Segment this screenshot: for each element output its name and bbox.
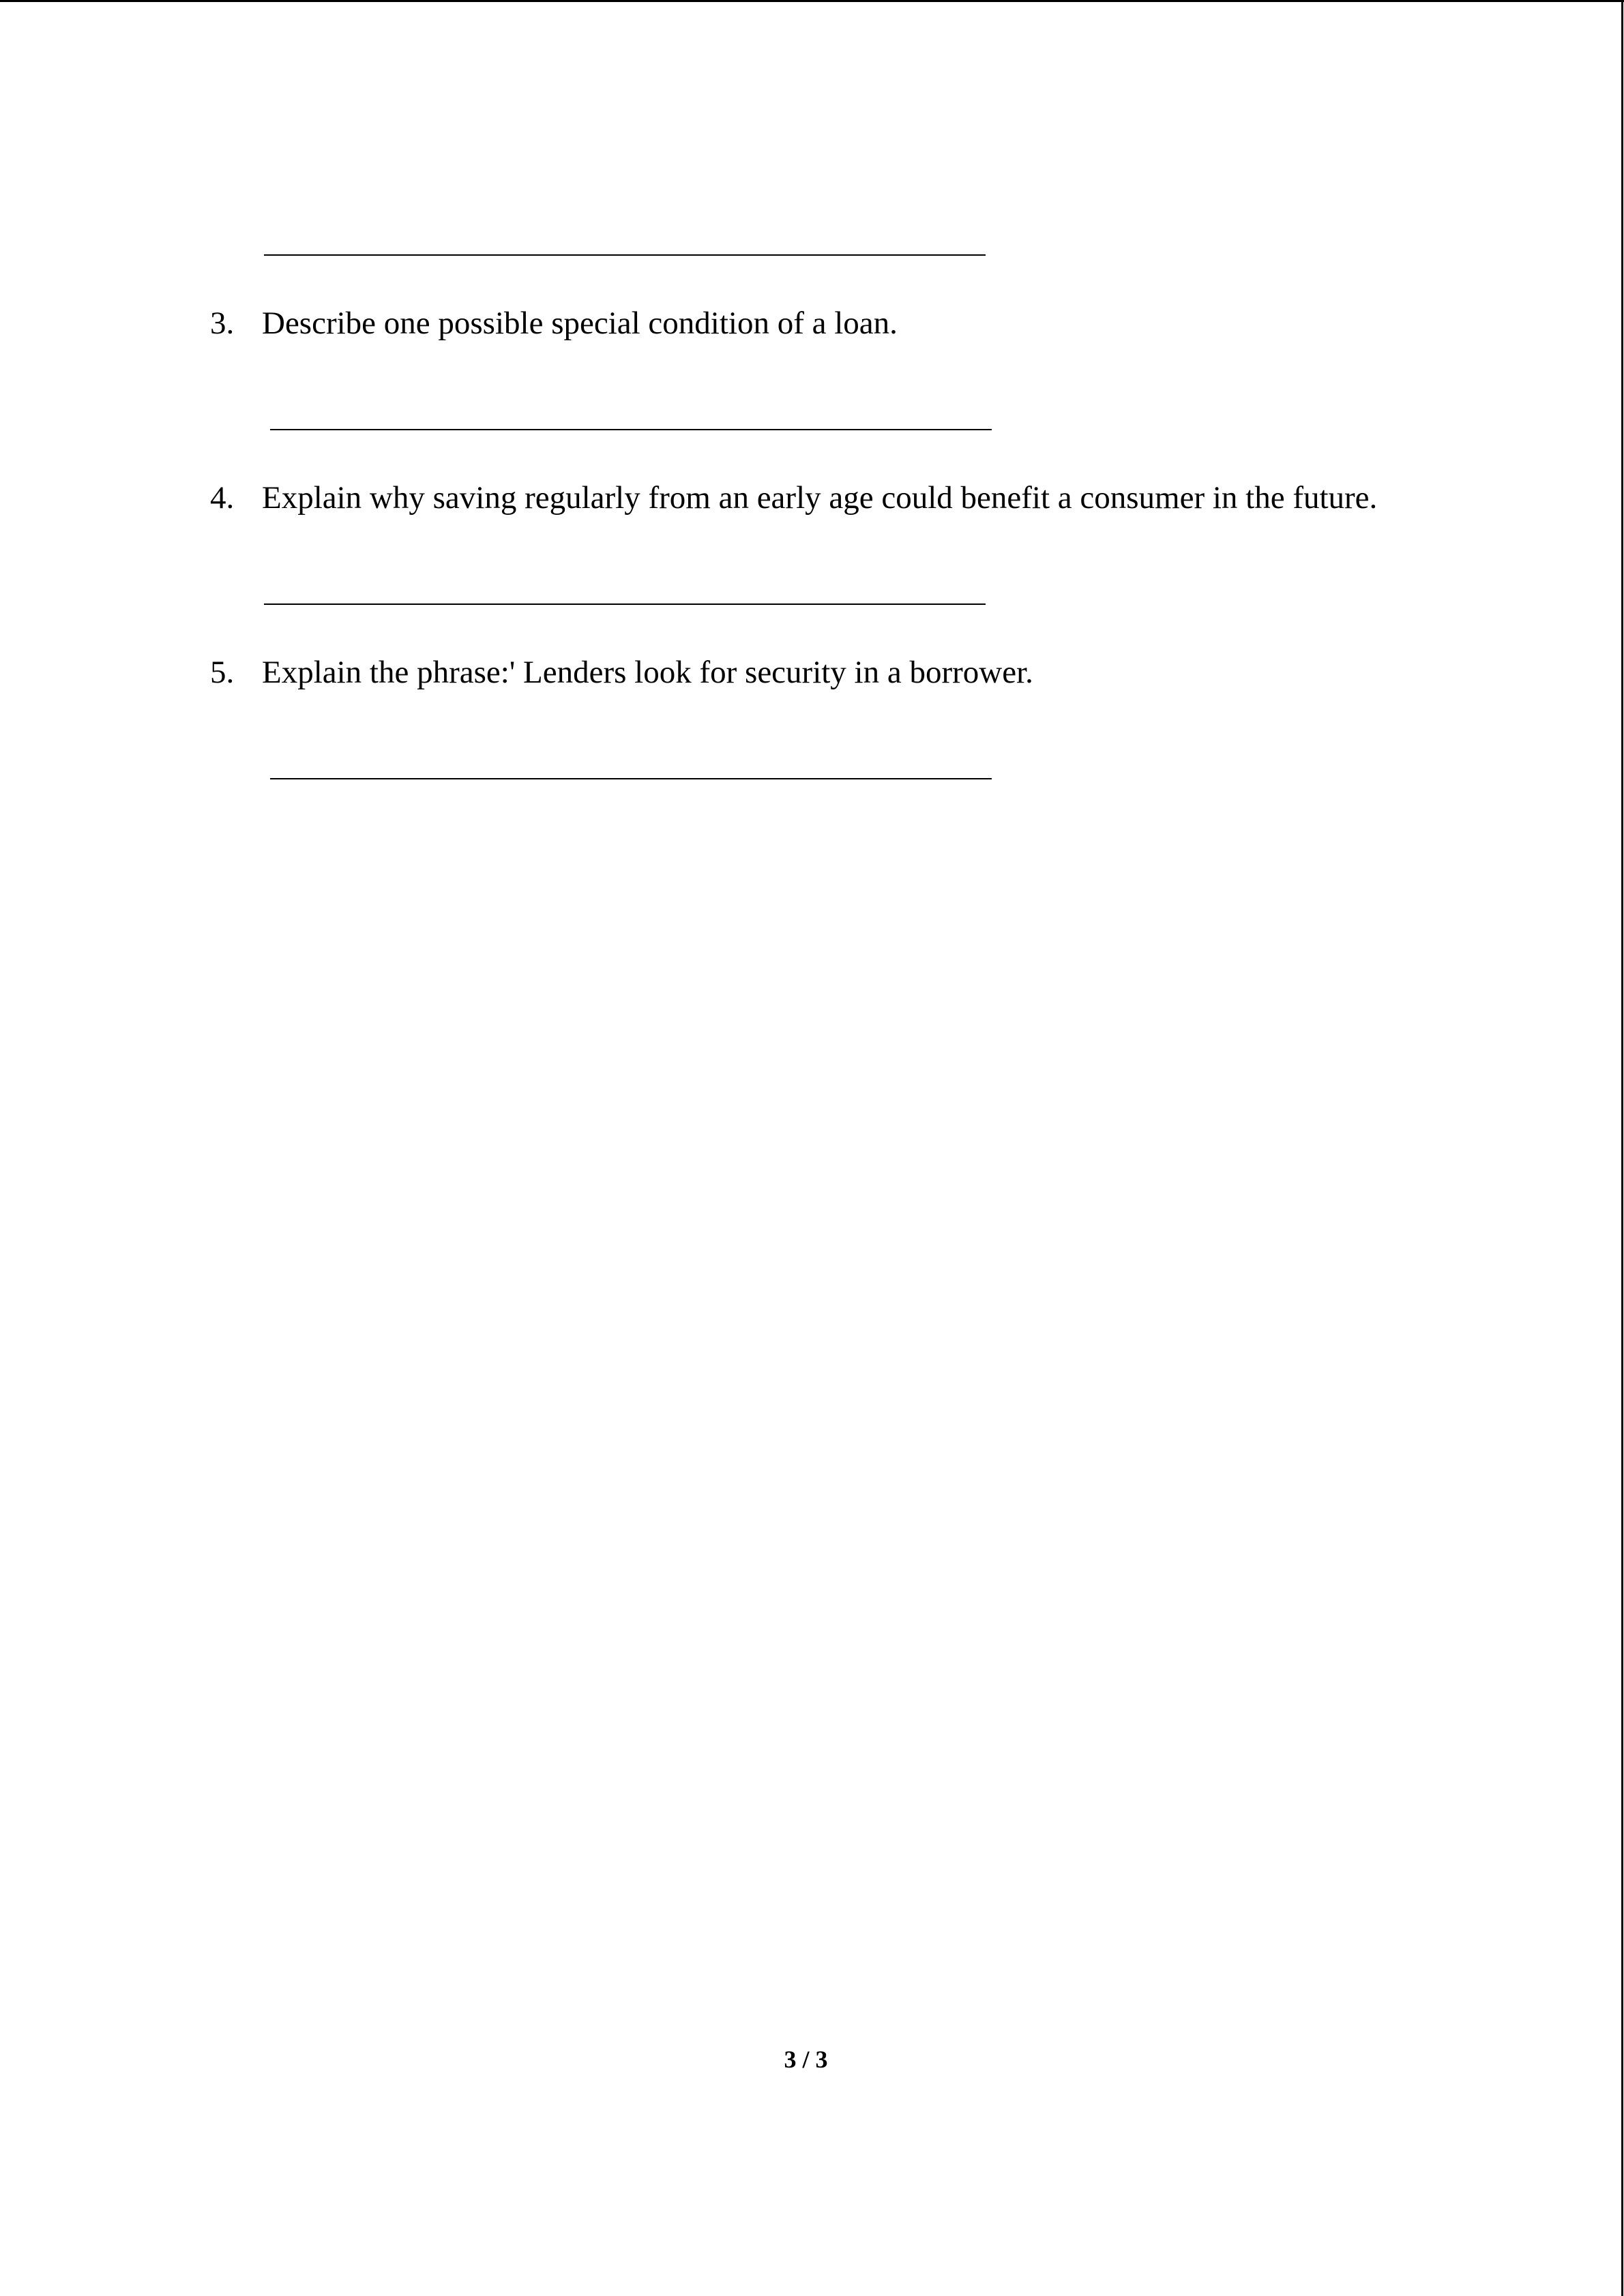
- answer-line-question-5: [270, 778, 992, 779]
- question-3: [210, 304, 898, 342]
- page-right-border: [1621, 0, 1623, 2296]
- answer-line-question-3: [270, 429, 992, 430]
- question-number: 3.: [210, 305, 235, 341]
- question-5: [210, 653, 1033, 691]
- question-text: Explain the phrase:' Lenders look for security in a borrower.: [262, 655, 1033, 690]
- question-number: 5.: [210, 655, 235, 690]
- page-top-border: [0, 0, 1624, 2]
- question-4: [210, 479, 1377, 517]
- question-text: Explain why saving regularly from an early age could benefit a consumer in the future.: [262, 480, 1378, 516]
- answer-line-question-4: [264, 603, 986, 605]
- question-text: Describe one possible special condition of a loan.: [262, 305, 898, 341]
- page-number: 3 / 3: [784, 2046, 828, 2073]
- answer-line-question-2: [264, 254, 986, 256]
- question-number: 4.: [210, 480, 235, 516]
